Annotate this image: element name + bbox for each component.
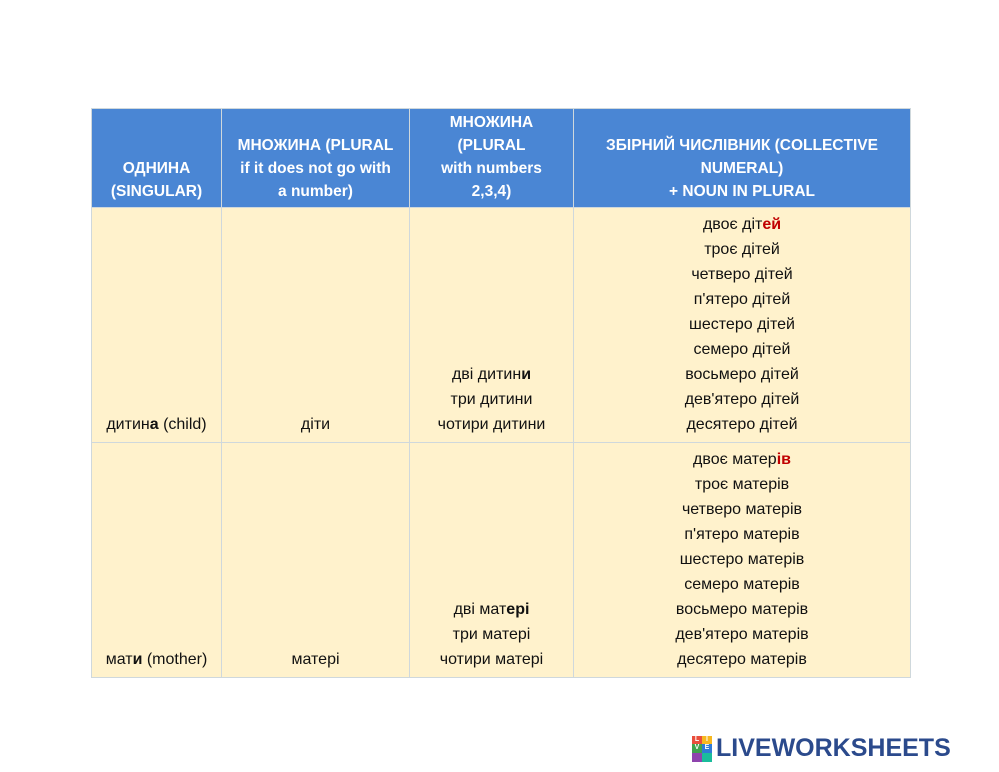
table-row [92, 208, 911, 443]
header-collective-numeral: ЗБІРНИЙ ЧИСЛІВНИК (COLLECTIVE NUMERAL) + NOUN IN PLURAL [574, 109, 911, 208]
singular-cell: дитина (child) [92, 208, 222, 443]
singular-ending: и [132, 651, 143, 668]
header-singular: ОДНИНА (SINGULAR) [92, 109, 222, 208]
plural-ending: ері [506, 601, 530, 618]
header-plural-no-number: МНОЖИНА (PLURAL if it does not go with a number) [222, 109, 410, 208]
collective-ending: ей [762, 216, 782, 233]
plural-with-numbers-cell: дві матері три матері чотири матері [410, 443, 574, 678]
collective-ending: ів [776, 451, 791, 468]
liveworksheets-logo[interactable] [692, 734, 951, 763]
header-row [92, 109, 911, 208]
header-plural-with-numbers: МНОЖИНА (PLURAL with numbers 2,3,4) [410, 109, 574, 208]
table-row [92, 443, 911, 678]
singular-ending: а [149, 416, 159, 433]
collective-cell: двоє дітей троє дітей четверо дітей п'ятеро дітей шестеро дітей семеро дітей восьмеро дітей дев'ятеро дітей десятеро дітей [574, 208, 911, 443]
plural-cell: матері [222, 443, 410, 678]
collective-cell: двоє матерів троє матерів четверо матерів п'ятеро матерів шестеро матерів семеро матерів восьмеро матерів дев'ятеро матерів десятеро матерів [574, 443, 911, 678]
plural-cell: діти [222, 208, 410, 443]
logo-text: LIVEWORKSHEETS [716, 734, 951, 762]
plural-ending: и [521, 366, 532, 383]
singular-cell: мати (mother) [92, 443, 222, 678]
plural-with-numbers-cell: дві дитини три дитини чотири дитини [410, 208, 574, 443]
liveworksheets-logo-icon: L I V E [692, 736, 712, 762]
noun-forms-table [91, 108, 911, 678]
